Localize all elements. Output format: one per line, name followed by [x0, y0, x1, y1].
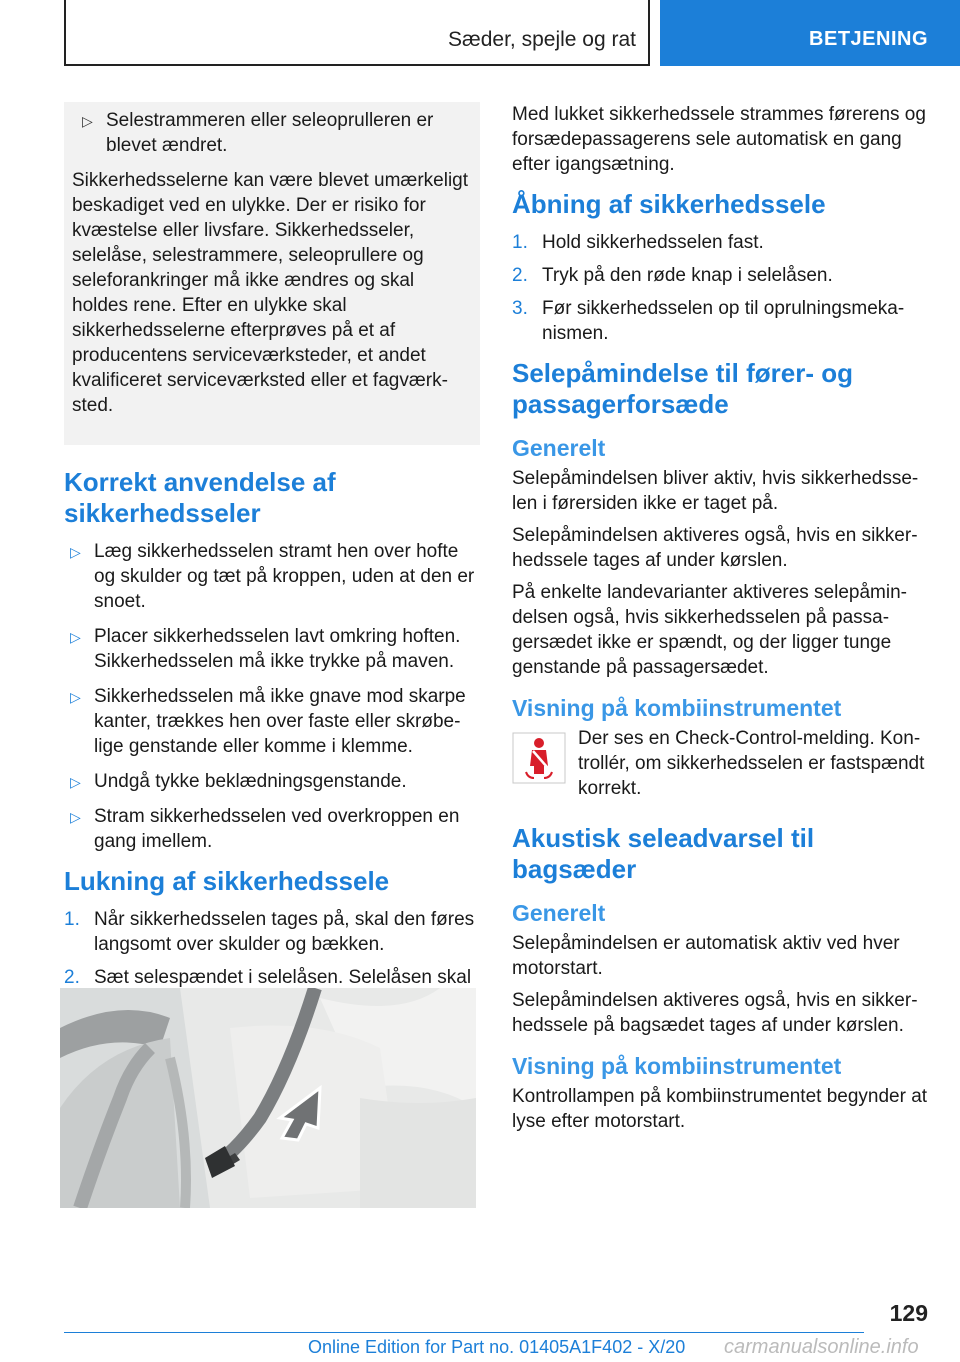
heading-rear-warning: Akustisk seleadvarsel til bagsæder — [512, 823, 815, 884]
section-tab-label: BETJENING — [809, 28, 928, 50]
step-item: 2. Sæt selespændet i selelåsen. Selelåsen skal — [64, 967, 472, 988]
section-tab[interactable] — [660, 0, 960, 66]
paragraph: Selepåmindelsen aktiveres også, hvis en sikkerhedssele tages af under kørslen. — [512, 525, 918, 571]
list-item: ▷ Læg sikkerhedsselen stramt hen over hofte og skulder og tæt på kroppen, uden at den er snoet. — [70, 541, 475, 612]
step-item: 1. Hold sikkerhedsselen fast. — [512, 232, 764, 253]
paragraph: Selepåmindelsen aktiveres også, hvis en sikkerhedssele på bagsædet tages af under kørslen. — [512, 990, 918, 1036]
paragraph: Der ses en Check-Control-melding. Kontrollér, om sikkerhedsselen er fastspændt korrekt. — [578, 728, 925, 799]
triangle-bullet-icon: ▷ — [70, 544, 81, 560]
subheading-general: Generelt — [512, 435, 606, 461]
step-item: 2. Tryk på den røde knap i selelåsen. — [512, 265, 833, 286]
heading-closing-belt: Lukning af sikkerhedssele — [64, 866, 390, 896]
intro-text: Med lukket sikkerhedssele strammes førerens og forsædepassagerens sele automatisk en gang efter igangsætning. — [512, 104, 926, 175]
heading-correct-use: Korrekt anvendelse af sikkerhedsseler — [64, 467, 336, 528]
heading-opening-belt: Åbning af sikkerhedssele — [512, 189, 826, 219]
list-item: ▷ Undgå tykke beklædningsgenstande. — [64, 769, 480, 794]
warning-bullet: ▷ Selestrammeren eller seleoprulleren er blevet ændret. — [82, 110, 434, 156]
paragraph: Selepåmindelsen er automatisk aktiv ved hver motorstart. — [512, 933, 900, 979]
seat-belt-photo-icon — [60, 988, 476, 1208]
header-chapter-box — [64, 0, 650, 66]
seatbelt-warning-icon — [512, 732, 566, 784]
chapter-title: Sæder, spejle og rat — [448, 28, 636, 51]
left-column — [64, 102, 480, 1023]
step-item: 3. Før sikkerhedsselen op til oprulningsmekanismen. — [512, 298, 905, 344]
triangle-bullet-icon: ▷ — [70, 809, 81, 825]
heading-front-reminder: Selepåmindelse til fører- og passagerforsæde — [512, 358, 853, 419]
footer-edition: Online Edition for Part no. 01405A1F402 - X/20 — [308, 1337, 686, 1357]
subheading-instrument-display: Visning på kombiinstrumentet — [512, 695, 842, 721]
footer-divider — [64, 1332, 864, 1333]
triangle-bullet-icon: ▷ — [70, 689, 81, 705]
triangle-bullet-icon: ▷ — [70, 629, 81, 645]
warning-list — [72, 108, 472, 158]
icon-paragraph — [512, 726, 930, 801]
paragraph: Selepåmindelsen bliver aktiv, hvis sikkerhedsselen i førersiden ikke er taget på. — [512, 468, 919, 514]
opening-steps — [512, 230, 930, 346]
step-item: 1. Når sikkerhedsselen tages på, skal den føres langsomt over skulder og bækken. — [64, 909, 475, 955]
triangle-bullet-icon: ▷ — [82, 113, 93, 129]
right-column — [512, 102, 930, 1141]
paragraph: På enkelte landevarianter aktiveres selepåmindelsen også, hvis sikkerhedsselen på passagersædet ikke er spændt, og der ligger tunge genstande på passagersædet. — [512, 582, 907, 678]
correct-use-list — [64, 539, 480, 854]
subheading-general: Generelt — [512, 900, 606, 926]
list-item: ▷ Sikkerhedsselen må ikke gnave mod skarpe kanter, trækkes hen over faste eller skrøbelige genstande eller komme i klemme. — [70, 686, 466, 757]
footer-watermark: carmanualsonline.info — [724, 1336, 919, 1358]
triangle-bullet-icon: ▷ — [70, 774, 81, 790]
warning-box — [64, 102, 480, 445]
paragraph: Kontrollampen på kombiinstrumentet begynder at lyse efter motorstart. — [512, 1086, 928, 1132]
seat-belt-illustration — [60, 988, 476, 1208]
list-item: ▷ Placer sikkerhedsselen lavt omkring hoften. Sikkerhedsselen må ikke trykke på maven. — [70, 626, 461, 672]
warning-text: Sikkerhedsselerne kan være blevet umærkeligt beskadiget ved en ulykke. Der er risiko for kvæstelse eller livsfare. Sikkerhedsseler, selelåse, selestrammere, seleoprullere og seleforankringer må ikke ændres og skal holdes rene. Efter en ulykke skal sikkerhedsselerne efterprøves på et af producentens serviceværksteder, et andet kvalificeret serviceværksted eller et fagværksted. — [72, 170, 469, 416]
page-number: 129 — [889, 1300, 928, 1326]
subheading-instrument-display: Visning på kombiinstrumentet — [512, 1053, 842, 1079]
list-item: ▷ Stram sikkerhedsselen ved overkroppen en gang imellem. — [70, 806, 460, 852]
